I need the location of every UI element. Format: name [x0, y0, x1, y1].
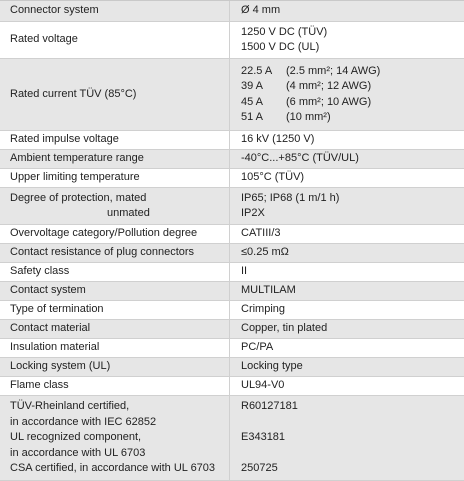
row-value: ≤0.25 mΩ: [241, 246, 289, 259]
current-spec: (2.5 mm²; 14 AWG): [286, 64, 381, 77]
row-label: Rated impulse voltage: [10, 133, 119, 146]
current-amp: 51 A: [241, 111, 264, 123]
table-row: [0, 263, 464, 282]
row-label: Contact resistance of plug connectors: [10, 246, 195, 259]
table-row: [0, 377, 464, 396]
current-amp: 22.5 A: [241, 64, 273, 77]
row-label: CSA certified, in accordance with UL 6703: [10, 462, 216, 475]
row-label: Ambient temperature range: [10, 152, 144, 165]
table-row: [0, 188, 464, 225]
row-value: 1250 V DC (TÜV): [241, 25, 328, 38]
row-value: R60127181: [241, 400, 298, 413]
table-row: [0, 22, 464, 59]
current-entry: [241, 95, 464, 111]
row-value: UL94-V0: [241, 379, 285, 392]
row-label: Flame class: [10, 379, 69, 392]
row-value: II: [241, 265, 248, 278]
table-row: [0, 358, 464, 377]
row-value: 16 kV (1250 V): [241, 133, 315, 146]
row-value: Crimping: [241, 303, 286, 316]
row-value: 250725: [241, 462, 278, 475]
current-amp: 45 A: [241, 95, 264, 108]
table-row: [0, 169, 464, 188]
row-label: Upper limiting temperature: [10, 171, 140, 184]
row-value: PC/PA: [241, 341, 274, 354]
current-spec: (10 mm²): [286, 111, 331, 123]
row-value: [241, 446, 464, 462]
table-row: [0, 301, 464, 320]
row-value: Ø 4 mm: [241, 4, 281, 17]
row-label: Type of termination: [10, 303, 104, 316]
table-row: [0, 320, 464, 339]
current-entry: [241, 110, 464, 126]
row-value: 1500 V DC (UL): [241, 41, 320, 53]
row-value: CATIII/3: [241, 227, 281, 240]
row-label: Degree of protection, mated: [10, 191, 147, 204]
table-row: [0, 225, 464, 244]
current-entry: [241, 64, 464, 80]
current-spec: (4 mm²; 12 AWG): [286, 80, 372, 92]
row-value: [241, 415, 464, 431]
table-row: [0, 150, 464, 169]
current-amp: 39 A: [241, 80, 264, 92]
row-value: E343181: [241, 431, 286, 444]
row-label: Rated current TÜV (85°C): [10, 87, 137, 100]
row-value: IP65; IP68 (1 m/1 h): [241, 191, 340, 204]
current-entry: [241, 79, 464, 95]
row-label: unmated: [107, 207, 150, 219]
table-row: [0, 396, 464, 481]
row-label: Insulation material: [10, 341, 100, 354]
table-row: [0, 59, 464, 131]
current-spec: (6 mm²; 10 AWG): [286, 95, 372, 108]
row-label: Connector system: [10, 4, 99, 17]
row-label: Locking system (UL): [10, 360, 111, 373]
row-label: in accordance with IEC 62852: [10, 415, 157, 428]
row-label: in accordance with UL 6703: [10, 446, 146, 459]
table-row: [0, 244, 464, 263]
row-label: Contact system: [10, 284, 86, 297]
row-value: Locking type: [241, 360, 303, 373]
row-label: Overvoltage category/Pollution degree: [10, 227, 198, 240]
row-label: Rated voltage: [10, 33, 78, 46]
row-label: TÜV-Rheinland certified,: [10, 400, 130, 413]
table-row: [0, 1, 464, 22]
table-row: [0, 282, 464, 301]
row-label: UL recognized component,: [10, 431, 142, 444]
row-value: 105°C (TÜV): [241, 171, 305, 184]
row-value: Copper, tin plated: [241, 322, 328, 335]
row-value: IP2X: [241, 207, 265, 219]
row-label: Contact material: [10, 322, 91, 335]
table-row: [0, 131, 464, 150]
row-value: -40°C...+85°C (TÜV/UL): [241, 152, 359, 165]
row-label: Safety class: [10, 265, 70, 278]
row-value: MULTILAM: [241, 284, 296, 297]
table-row: [0, 339, 464, 358]
